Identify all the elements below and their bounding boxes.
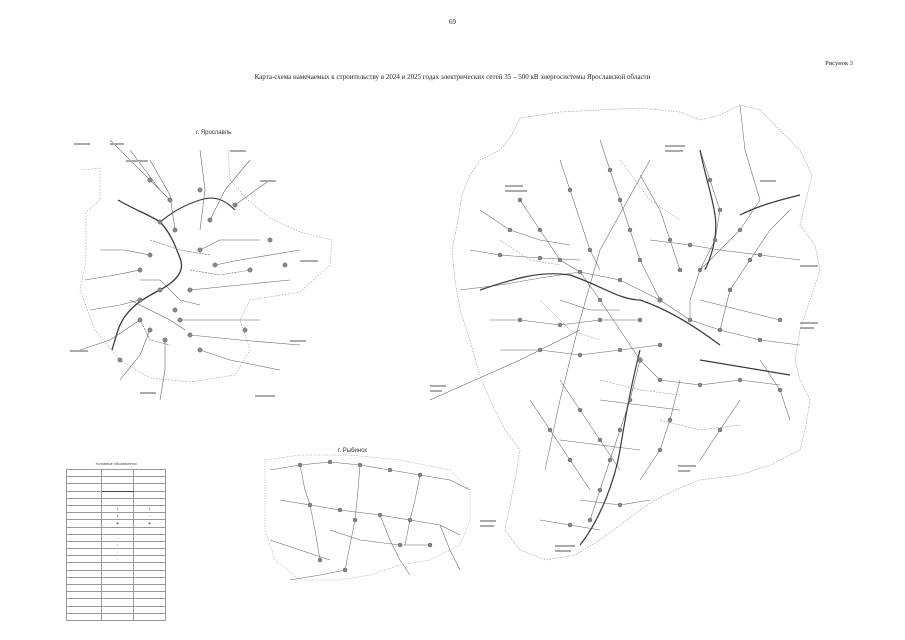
oblast-network bbox=[430, 105, 800, 530]
figure-label: Рисунок 3 bbox=[825, 60, 853, 67]
legend-row bbox=[67, 477, 166, 484]
yaroslavl-inset-title: г. Ярославль bbox=[196, 130, 232, 136]
yaroslavl-substations bbox=[118, 178, 287, 362]
legend-row bbox=[67, 585, 166, 592]
page-number: 69 bbox=[449, 18, 456, 26]
rybinsk-dashed-boundary bbox=[265, 455, 470, 580]
legend-row bbox=[67, 606, 166, 613]
legend-row bbox=[67, 498, 166, 505]
legend-row: ○ bbox=[67, 556, 166, 563]
yaroslavl-inset-network bbox=[80, 140, 332, 400]
legend-row bbox=[67, 527, 166, 534]
legend-row: ● ○ bbox=[67, 513, 166, 520]
legend-row bbox=[67, 599, 166, 606]
yaroslavl-label-marks bbox=[70, 143, 318, 397]
legend-row bbox=[67, 570, 166, 577]
rybinsk-inset-network bbox=[270, 462, 470, 580]
map-title: Карта-схема намечаемых к строительству в 2024 и 2025 годах электрических сетей 35 – 500 кВ энергосистемы Ярославской области bbox=[254, 73, 651, 81]
legend-row: ◉ ◉ bbox=[67, 520, 166, 527]
oblast-boundary bbox=[452, 105, 820, 560]
legend-row: ○ bbox=[67, 534, 166, 541]
legend-row bbox=[67, 592, 166, 599]
legend-row bbox=[67, 484, 166, 491]
legend-row bbox=[67, 491, 166, 498]
rybinsk-inset-title: г. Рыбинск bbox=[338, 448, 367, 454]
legend-row bbox=[67, 613, 166, 620]
legend-table bbox=[66, 469, 166, 621]
legend bbox=[66, 462, 166, 612]
rybinsk-substations bbox=[298, 460, 432, 572]
legend-title: Условные обозначения bbox=[95, 462, 137, 466]
legend-row bbox=[67, 577, 166, 584]
legend-row: ▪ bbox=[67, 541, 166, 548]
legend-row: ▫ bbox=[67, 549, 166, 556]
legend-row bbox=[67, 470, 166, 477]
legend-row: ● ● bbox=[67, 505, 166, 512]
legend-row bbox=[67, 563, 166, 570]
